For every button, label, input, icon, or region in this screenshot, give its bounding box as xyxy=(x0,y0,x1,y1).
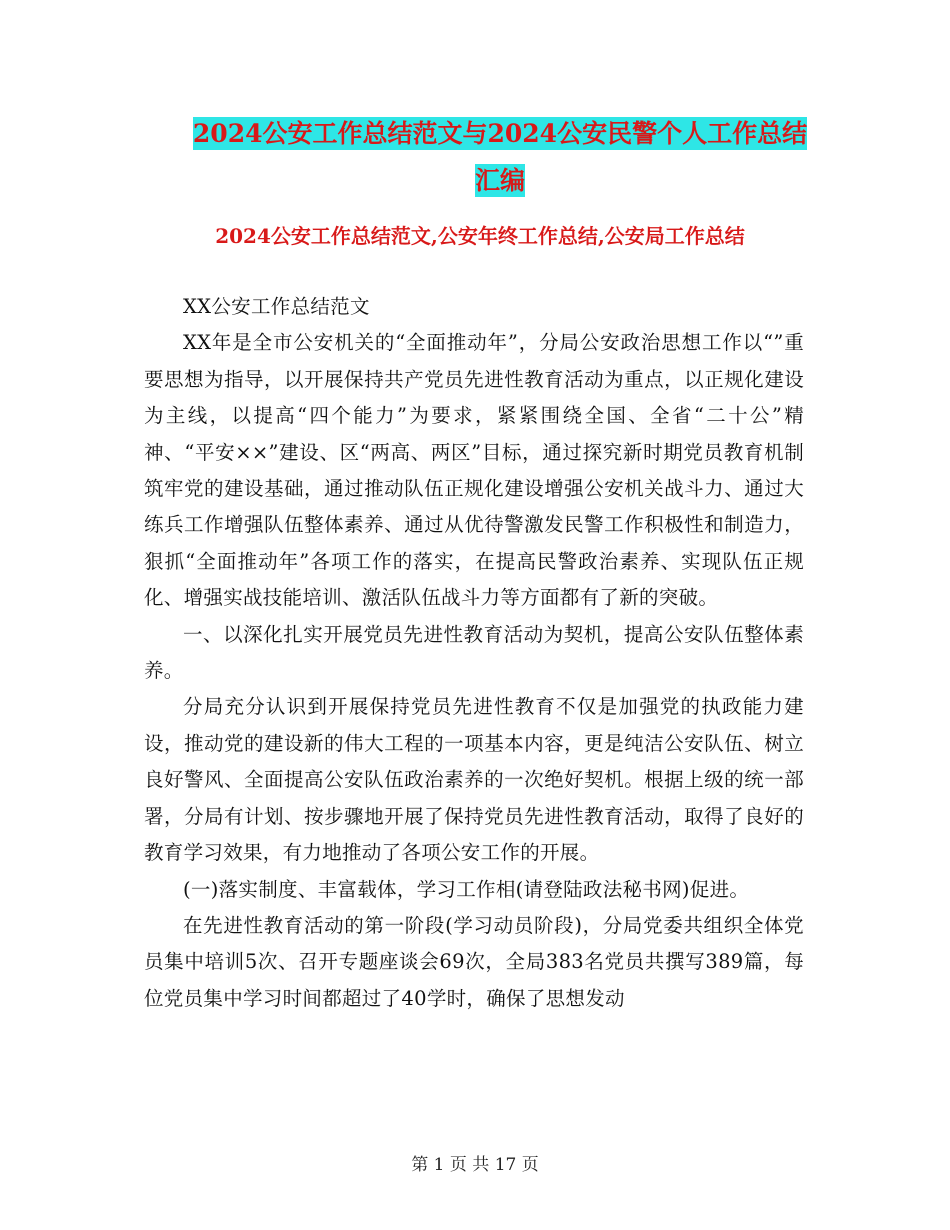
paragraph: XX年是全市公安机关的“全面推动年”，分局公安政治思想工作以“”重要思想为指导，以开展保持共产党员先进性教育活动为重点，以正规化建设为主线，以提高“四个能力”为要求，紧紧围绕全国、全省“二十公”精神、“平安××”建设、区“两高、两区”目标，通过探究新时期党员教育机制筑牢党的建设基础，通过推动队伍正规化建设增强公安机关战斗力、通过大练兵工作增强队伍整体素养、通过从优待警激发民警工作积极性和制造力，狠抓“全面推动年”各项工作的落实，在提高民警政治素养、实现队伍正规化、增强实战技能培训、激活队伍战斗力等方面都有了新的突破。 xyxy=(144,331,804,610)
paragraph: 分局充分认识到开展保持党员先进性教育不仅是加强党的执政能力建设，推动党的建设新的伟大工程的一项基本内容，更是纯洁公安队伍、树立良好警风、全面提高公安队伍政治素养的一次绝好契机。根据上级的统一部署，分局有计划、按步骤地开展了保持党员先进性教育活动，取得了良好的教育学习效果，有力地推动了各项公安工作的开展。 xyxy=(144,695,804,865)
paragraph: XX公安工作总结范文 xyxy=(183,295,370,318)
title-line-2: 汇编 xyxy=(474,166,525,195)
document-body xyxy=(144,289,804,1017)
paragraph: 一、以深化扎实开展党员先进性教育活动为契机，提高公安队伍整体素养。 xyxy=(144,622,804,683)
document-title xyxy=(120,110,880,204)
paragraph: 在先进性教育活动的第一阶段(学习动员阶段)，分局党委共组织全体党员集中培训5次、召开专题座谈会69次，全局383名党员共撰写389篇，每位党员集中学习时间都超过了40学时，确保了思想发动 xyxy=(144,913,804,1010)
document-subtitle: 2024公安工作总结范文,公安年终工作总结,公安局工作总结 xyxy=(215,224,745,248)
title-line-1: 2024公安工作总结范文与2024公安民警个人工作总结 xyxy=(192,119,808,148)
page-number-footer: 第 1 页 共 17 页 xyxy=(411,1155,539,1175)
paragraph: (一)落实制度、丰富载体，学习工作相(请登陆政法秘书网)促进。 xyxy=(183,877,750,901)
